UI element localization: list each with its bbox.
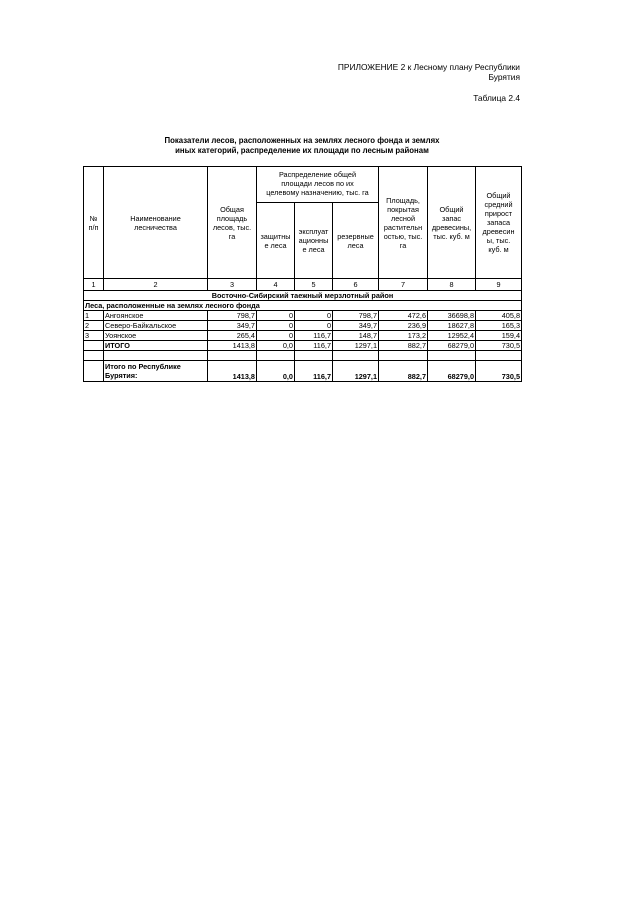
- row-number: 1: [84, 311, 104, 321]
- empty-cell: [208, 351, 257, 361]
- area-value: 798,7: [208, 311, 257, 321]
- empty-cell: [428, 351, 476, 361]
- grand-total-growth: 730,5: [476, 361, 522, 382]
- covered-value: 173,2: [379, 331, 428, 341]
- header-text: Площадь,: [386, 195, 420, 205]
- grand-total-label: [104, 361, 208, 382]
- empty-cell: [104, 351, 208, 361]
- col-number: 8: [428, 279, 476, 291]
- total-stock: 68279,0: [428, 341, 476, 351]
- col-num-header: [84, 167, 104, 279]
- col-number: 1: [84, 279, 104, 291]
- grand-total-label-line-2: Бурятия:: [105, 371, 138, 380]
- col-number: 9: [476, 279, 522, 291]
- col-reserve-header: [333, 203, 379, 279]
- header-text: лесничества: [134, 222, 177, 232]
- reserve-value: 798,7: [333, 311, 379, 321]
- title-line-2: иных категорий, распределение их площади по лесным районам: [175, 146, 429, 155]
- col-covered-header: [379, 167, 428, 279]
- grand-total-covered: 882,7: [379, 361, 428, 382]
- empty-cell: [476, 351, 522, 361]
- empty-cell: [84, 361, 104, 382]
- header-text: тыс. куб. м: [433, 231, 470, 241]
- header-text: площадь: [216, 213, 248, 223]
- col-distribution-header: [257, 167, 379, 203]
- table-row: [84, 321, 522, 331]
- grand-total-protective: 0,0: [257, 361, 295, 382]
- appendix-line-1: ПРИЛОЖЕНИЕ 2 к Лесному плану Республики: [337, 62, 520, 72]
- table-label: Таблица 2.4: [473, 93, 520, 103]
- header-text: древесины,: [431, 222, 472, 232]
- total-row: [84, 341, 522, 351]
- row-number: 2: [84, 321, 104, 331]
- grand-total-area: 1413,8: [208, 361, 257, 382]
- grand-total-exploit: 116,7: [295, 361, 333, 382]
- col-number: 4: [257, 279, 295, 291]
- subsection-title: Леса, расположенные на землях лесного фонда: [84, 301, 522, 311]
- protective-value: 0: [257, 311, 295, 321]
- stock-value: 12952,4: [428, 331, 476, 341]
- col-number: 2: [104, 279, 208, 291]
- col-area-header: [208, 167, 257, 279]
- col-number: 3: [208, 279, 257, 291]
- empty-cell: [379, 351, 428, 361]
- forestry-name: Ангоянское: [104, 311, 208, 321]
- header-text: Наименование: [130, 213, 181, 223]
- exploit-value: 0: [295, 311, 333, 321]
- exploit-value: 0: [295, 321, 333, 331]
- col-stock-header: [428, 167, 476, 279]
- column-number-row: [84, 279, 522, 291]
- header-text: куб. м: [488, 245, 509, 254]
- protective-value: 0: [257, 321, 295, 331]
- table-row: [84, 311, 522, 321]
- header-text: площади лесов по их: [281, 179, 354, 188]
- col-protective-header: [257, 203, 295, 279]
- header-text: лесов, тыс.: [212, 222, 252, 232]
- total-covered: 882,7: [379, 341, 428, 351]
- growth-value: 405,8: [476, 311, 522, 321]
- total-reserve: 1297,1: [333, 341, 379, 351]
- total-protective: 0,0: [257, 341, 295, 351]
- region-title: Восточно-Сибирский таежный мерзлотный район: [84, 291, 522, 301]
- row-number: 3: [84, 331, 104, 341]
- empty-cell: [84, 341, 104, 351]
- header-text: целевому назначению, тыс. га: [266, 188, 369, 197]
- empty-cell: [84, 351, 104, 361]
- header-text: леса: [347, 240, 364, 250]
- header-text: средний: [484, 200, 513, 209]
- header-text: покрытая: [387, 204, 419, 214]
- header-text: е леса: [264, 240, 287, 250]
- header-text: запас: [441, 213, 462, 223]
- total-growth: 730,5: [476, 341, 522, 351]
- header-text: остью, тыс.: [383, 231, 423, 241]
- area-value: 265,4: [208, 331, 257, 341]
- header-text: Общая: [220, 204, 244, 214]
- header-row-1: [84, 167, 522, 203]
- header-text: га: [228, 231, 236, 241]
- subsection-row: [84, 301, 522, 311]
- header-text: лесной: [390, 213, 416, 223]
- col-number: 5: [295, 279, 333, 291]
- header-text: резервные: [337, 231, 374, 241]
- growth-value: 159,4: [476, 331, 522, 341]
- reserve-value: 148,7: [333, 331, 379, 341]
- grand-total-stock: 68279,0: [428, 361, 476, 382]
- header-text: запаса: [486, 218, 511, 227]
- region-row: [84, 291, 522, 301]
- grand-total-reserve: 1297,1: [333, 361, 379, 382]
- protective-value: 0: [257, 331, 295, 341]
- empty-cell: [257, 351, 295, 361]
- exploit-value: 116,7: [295, 331, 333, 341]
- covered-value: 472,6: [379, 311, 428, 321]
- col-number: 6: [333, 279, 379, 291]
- growth-value: 165,3: [476, 321, 522, 331]
- header-text: прирост: [484, 209, 513, 218]
- covered-value: 236,9: [379, 321, 428, 331]
- total-exploit: 116,7: [295, 341, 333, 351]
- header-text: Общий: [439, 204, 464, 214]
- total-label: ИТОГО: [104, 341, 208, 351]
- col-number: 7: [379, 279, 428, 291]
- spacer-row: [84, 351, 522, 361]
- forestry-name: Северо-Байкальское: [104, 321, 208, 331]
- header-text: п/п: [88, 222, 99, 232]
- header-text: №: [89, 213, 98, 223]
- col-name-header: [104, 167, 208, 279]
- col-exploit-header: [295, 203, 333, 279]
- empty-cell: [295, 351, 333, 361]
- header-text: древесин: [482, 227, 515, 236]
- appendix-header: [338, 62, 520, 82]
- col-growth-header: [476, 167, 522, 279]
- area-value: 349,7: [208, 321, 257, 331]
- stock-value: 18627,8: [428, 321, 476, 331]
- header-text: ы, тыс.: [486, 236, 511, 245]
- total-area: 1413,8: [208, 341, 257, 351]
- header-text: ационны: [298, 236, 329, 245]
- empty-cell: [333, 351, 379, 361]
- table-row: [84, 331, 522, 341]
- header-text: защитны: [260, 231, 291, 241]
- title-line-1: Показатели лесов, расположенных на землях лесного фонда и землях: [164, 136, 440, 145]
- stock-value: 36698,8: [428, 311, 476, 321]
- forestry-name: Уоянское: [104, 331, 208, 341]
- document-title: [82, 136, 522, 156]
- forest-table: [83, 166, 522, 382]
- appendix-line-2: Бурятия: [488, 72, 520, 82]
- header-text: растительн: [383, 222, 423, 232]
- reserve-value: 349,7: [333, 321, 379, 331]
- grand-total-row: [84, 361, 522, 382]
- header-text: е леса: [302, 245, 325, 254]
- header-text: Общий: [486, 191, 511, 200]
- grand-total-label-line-1: Итого по Республике: [105, 362, 181, 371]
- header-text: эксплуат: [298, 227, 329, 236]
- header-text: Распределение общей: [278, 170, 357, 179]
- header-text: га: [399, 240, 407, 250]
